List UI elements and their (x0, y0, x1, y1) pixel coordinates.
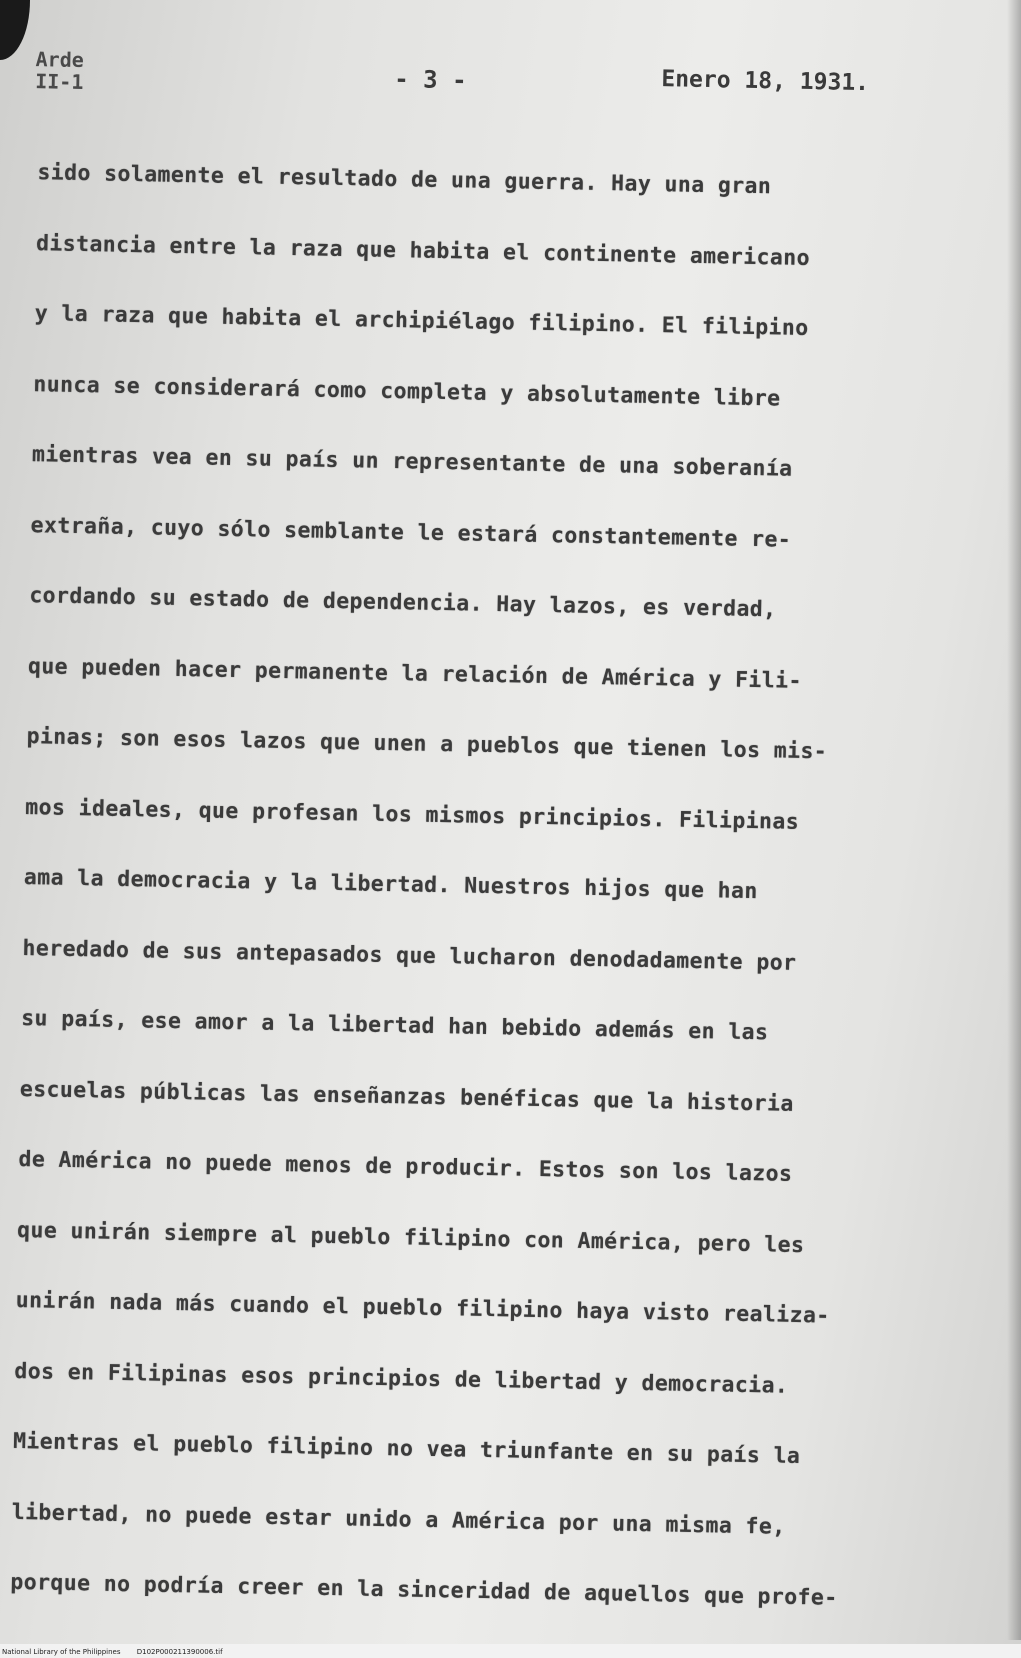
text-line: heredado de sus antepasados que lucharon denodadamente por (22, 935, 797, 976)
text-line: que pueden hacer permanente la relación de América y Fili- (27, 653, 803, 694)
text-line: pinas; son esos lazos que unen a pueblos que tienen los mis- (26, 724, 828, 765)
page-number: - 3 - (394, 65, 467, 95)
typed-page (10, 40, 980, 1611)
library-credit: National Library of the Philippines (2, 1648, 121, 1656)
file-reference-line-2: II-1 (34, 69, 84, 95)
text-line: cordando su estado de dependencia. Hay lazos, es verdad, (29, 583, 777, 623)
document-date: Enero 18, 1931. (661, 66, 870, 97)
text-line: distancia entre la raza que habita el continente americano (35, 230, 811, 271)
text-line: dos en Filipinas esos principios de libertad y democracia. (14, 1358, 789, 1399)
text-line: y la raza que habita el archipiélago filipino. El filipino (34, 301, 809, 341)
text-line: escuelas públicas las enseñanzas benéficas que la historia (19, 1076, 794, 1117)
text-line: sido solamente el resultado de una guerra. Hay una gran (37, 160, 772, 200)
text-line: porque no podría creer en la sinceridad de aquellos que profe- (10, 1569, 838, 1611)
text-line: que unirán siempre al pueblo filipino con América, pero les (16, 1217, 805, 1258)
file-reference (35, 48, 84, 93)
body-text (9, 160, 917, 1657)
text-line: extraña, cuyo sólo semblante le estará constantemente re- (30, 512, 792, 553)
file-reference-line-1: Arde (35, 47, 85, 73)
text-line: Mientras el pueblo filipino no vea triunfante en su país la (12, 1428, 801, 1470)
text-line: su país, ese amor a la libertad han bebido además en las (20, 1006, 769, 1046)
text-line: ama la democracia y la libertad. Nuestros hijos que han (23, 865, 758, 905)
text-line: libertad, no puede estar unido a América por una misma fe, (11, 1499, 786, 1540)
text-line: mientras vea en su país un representante de una soberanía (31, 442, 793, 482)
text-line: nunca se considerará como completa y absolutamente libre (33, 371, 781, 411)
text-line: de América no puede menos de producir. Estos son los lazos (18, 1146, 793, 1187)
page-edge-shadow (1007, 0, 1021, 1640)
scan-footer (2, 1648, 237, 1656)
file-identifier: D102P000211390006.tif (136, 1648, 223, 1656)
scan-corner-shadow (0, 0, 30, 60)
text-line: mos ideales, que profesan los mismos principios. Filipinas (25, 794, 800, 835)
text-line: unirán nada más cuando el pueblo filipino haya visto realiza- (15, 1287, 830, 1329)
